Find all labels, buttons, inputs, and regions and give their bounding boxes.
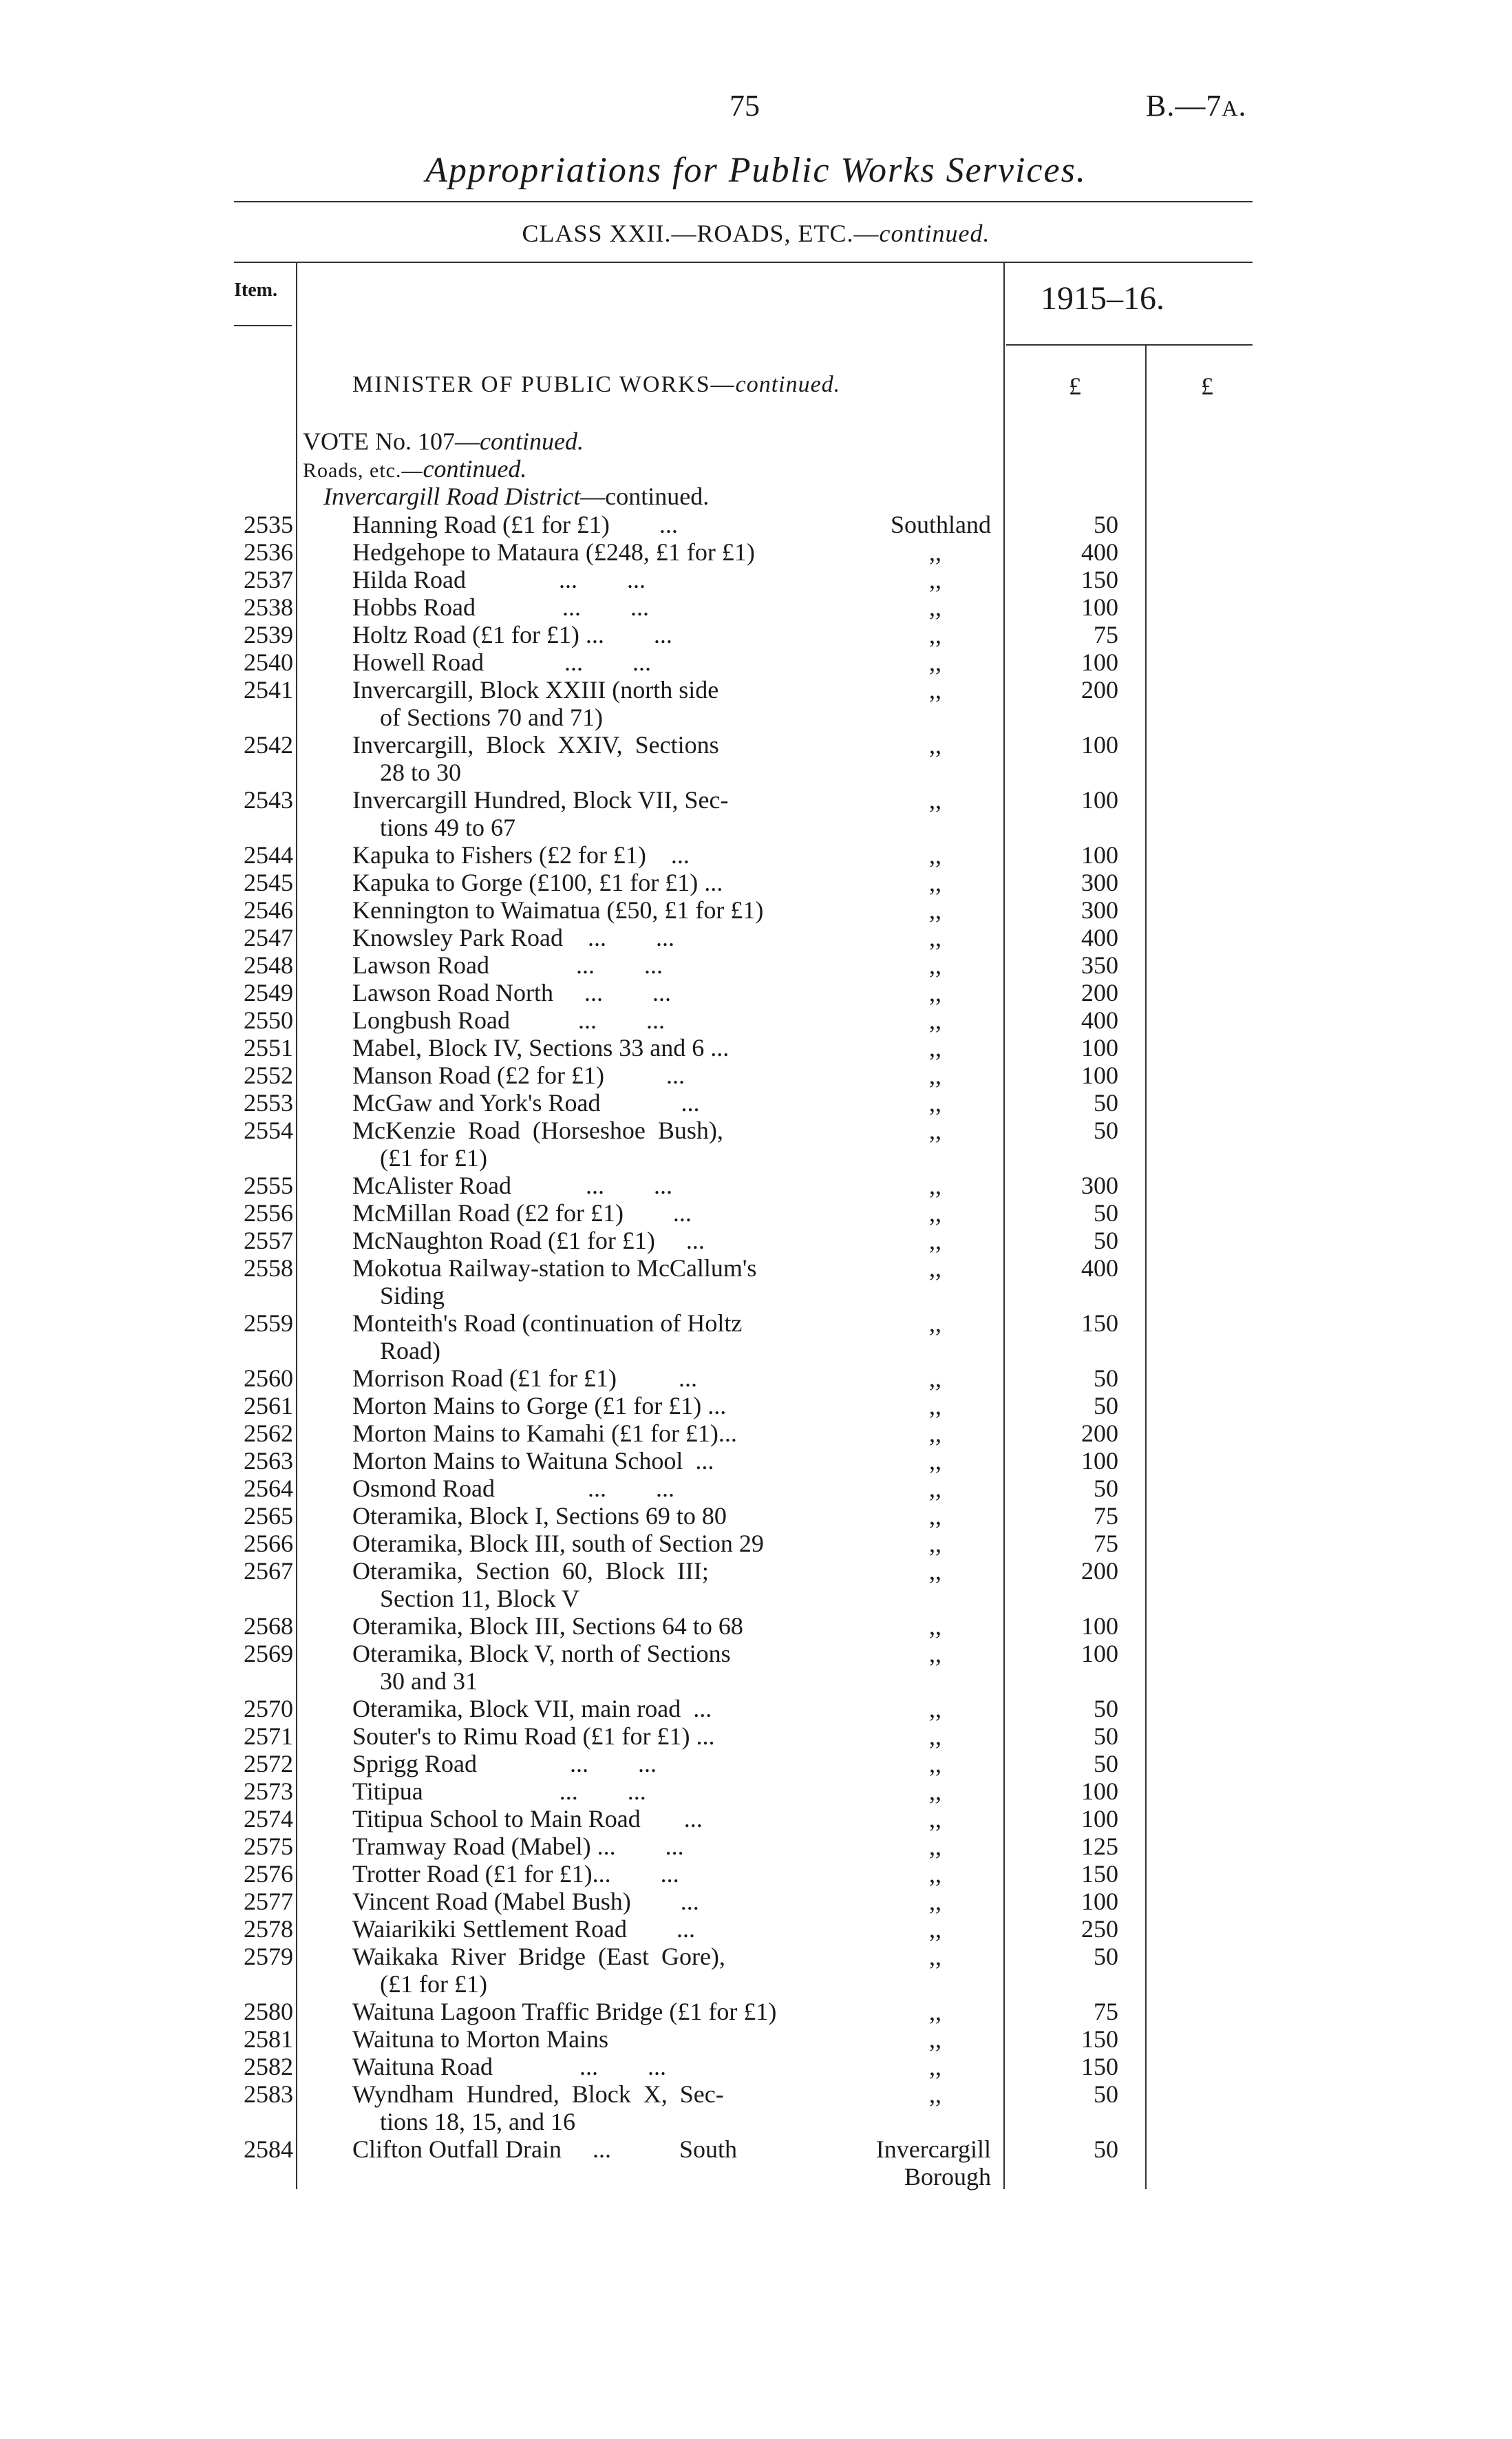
row-description: Kapuka to Gorge (£100, £1 for £1) ...: [352, 869, 723, 896]
row-description: Titipua ... ...: [352, 1777, 646, 1805]
row-amount: 300: [1081, 869, 1118, 896]
item-number: 2541: [244, 676, 293, 704]
ditto-mark: ,,: [929, 1915, 941, 1943]
item-number: 2550: [244, 1006, 293, 1034]
item-number: 2545: [244, 869, 293, 896]
ditto-mark: ,,: [929, 1392, 941, 1419]
row-description: Hanning Road (£1 for £1) ...: [352, 511, 678, 538]
item-column-header: Item.: [234, 279, 277, 301]
title-rule: [234, 201, 1253, 202]
row-description: Hedgehope to Mataura (£248, £1 for £1): [352, 538, 755, 566]
ditto-mark: ,,: [929, 1777, 941, 1805]
district-continued: —continued.: [580, 483, 710, 510]
item-number: 2552: [244, 1062, 293, 1089]
row-description: Longbush Road ... ...: [352, 1006, 665, 1034]
row-amount: 100: [1081, 731, 1118, 759]
item-number: 2554: [244, 1117, 293, 1144]
item-number: 2584: [244, 2135, 293, 2163]
row-amount: 75: [1094, 1502, 1118, 1530]
row-amount: 200: [1081, 1419, 1118, 1447]
row-amount: 75: [1094, 621, 1118, 648]
ditto-mark: ,,: [929, 1447, 941, 1475]
ditto-mark: ,,: [929, 1254, 941, 1282]
row-description-continuation: of Sections 70 and 71): [380, 704, 603, 731]
row-amount: 50: [1094, 1117, 1118, 1144]
row-amount: 100: [1081, 1888, 1118, 1915]
row-description: Lawson Road ... ...: [352, 951, 663, 979]
item-number: 2565: [244, 1502, 293, 1530]
ditto-mark: ,,: [929, 924, 941, 951]
item-header-rule: [234, 325, 292, 326]
row-amount: 50: [1094, 1227, 1118, 1254]
row-description: McNaughton Road (£1 for £1) ...: [352, 1227, 705, 1254]
row-description: Waituna Road ... ...: [352, 2053, 667, 2080]
row-amount: 50: [1094, 1392, 1118, 1419]
row-description: Waituna to Morton Mains: [352, 2025, 609, 2053]
row-amount: 50: [1094, 511, 1118, 538]
district-heading: [323, 482, 709, 511]
page-title: Appropriations for Public Works Services.: [425, 151, 1087, 190]
row-description: Trotter Road (£1 for £1)... ...: [352, 1860, 679, 1888]
row-amount: 300: [1081, 1172, 1118, 1199]
row-description: Oteramika, Block VII, main road ...: [352, 1695, 712, 1722]
row-amount: 400: [1081, 1006, 1118, 1034]
class-title-main: CLASS XXII.—ROADS, ETC.—: [522, 220, 880, 247]
row-description: Hilda Road ... ...: [352, 566, 646, 593]
row-amount: 400: [1081, 924, 1118, 951]
district-name: Southland: [890, 511, 991, 538]
item-number: 2564: [244, 1475, 293, 1502]
row-description: McAlister Road ... ...: [352, 1172, 672, 1199]
row-description-continuation: 30 and 31: [380, 1667, 478, 1695]
item-number: 2582: [244, 2053, 293, 2080]
item-number: 2583: [244, 2080, 293, 2108]
row-description: Oteramika, Block I, Sections 69 to 80: [352, 1502, 727, 1530]
ditto-mark: ,,: [929, 1419, 941, 1447]
ditto-mark: ,,: [929, 2080, 941, 2108]
row-amount: 150: [1081, 1309, 1118, 1337]
ditto-mark: ,,: [929, 1172, 941, 1199]
row-amount: 50: [1094, 2080, 1118, 2108]
ditto-mark: ,,: [929, 1805, 941, 1833]
item-number: 2559: [244, 1309, 293, 1337]
row-amount: 100: [1081, 1777, 1118, 1805]
row-description: Kapuka to Fishers (£2 for £1) ...: [352, 841, 690, 869]
row-description: Morton Mains to Kamahi (£1 for £1)...: [352, 1419, 737, 1447]
item-number: 2555: [244, 1172, 293, 1199]
ditto-mark: ,,: [929, 1860, 941, 1888]
item-number: 2544: [244, 841, 293, 869]
row-description: McKenzie Road (Horseshoe Bush),: [352, 1117, 723, 1144]
pound-header-1: £: [1069, 372, 1081, 400]
vote-main: VOTE No. 107—: [303, 427, 480, 455]
row-amount: 150: [1081, 1860, 1118, 1888]
item-number: 2548: [244, 951, 293, 979]
item-number: 2556: [244, 1199, 293, 1227]
ditto-mark: ,,: [929, 1722, 941, 1750]
item-number: 2539: [244, 621, 293, 648]
year-header-rule: [1006, 344, 1253, 346]
row-description: Oteramika, Block III, Sections 64 to 68: [352, 1612, 743, 1640]
row-description: Waikaka River Bridge (East Gore),: [352, 1943, 725, 1970]
item-number: 2558: [244, 1254, 293, 1282]
item-number: 2576: [244, 1860, 293, 1888]
row-description: Clifton Outfall Drain ... South: [352, 2135, 737, 2163]
roads-heading: [303, 454, 526, 483]
row-description: Oteramika, Block V, north of Sections: [352, 1640, 731, 1667]
ditto-mark: ,,: [929, 1612, 941, 1640]
year-column-header: 1915–16.: [1041, 280, 1164, 317]
ditto-mark: ,,: [929, 1199, 941, 1227]
item-number: 2566: [244, 1530, 293, 1557]
row-amount: 50: [1094, 1364, 1118, 1392]
class-title: [0, 219, 1512, 248]
item-number: 2571: [244, 1722, 293, 1750]
row-description-continuation: Siding: [380, 1282, 445, 1309]
roads-main: Roads, etc.—: [303, 459, 423, 482]
row-description: McMillan Road (£2 for £1) ...: [352, 1199, 692, 1227]
row-description: Tramway Road (Mabel) ... ...: [352, 1833, 684, 1860]
ditto-mark: ,,: [929, 2025, 941, 2053]
item-number: 2551: [244, 1034, 293, 1062]
row-description: Lawson Road North ... ...: [352, 979, 671, 1006]
item-number: 2549: [244, 979, 293, 1006]
row-amount: 400: [1081, 1254, 1118, 1282]
ditto-mark: ,,: [929, 1227, 941, 1254]
row-description-continuation: Road): [380, 1337, 440, 1364]
item-number: 2567: [244, 1557, 293, 1585]
ditto-mark: ,,: [929, 1530, 941, 1557]
row-amount: 200: [1081, 1557, 1118, 1585]
ditto-mark: ,,: [929, 786, 941, 814]
reference-suffix: A: [1222, 96, 1239, 120]
row-description: Morrison Road (£1 for £1) ...: [352, 1364, 697, 1392]
row-amount: 100: [1081, 1034, 1118, 1062]
ditto-mark: ,,: [929, 841, 941, 869]
row-description: Invercargill Hundred, Block VII, Sec-: [352, 786, 729, 814]
ditto-mark: ,,: [929, 896, 941, 924]
minister-continued: continued.: [735, 372, 841, 397]
row-description: Mabel, Block IV, Sections 33 and 6 ...: [352, 1034, 730, 1062]
row-amount: 50: [1094, 1750, 1118, 1777]
ditto-mark: ,,: [929, 1640, 941, 1667]
row-amount: 125: [1081, 1833, 1118, 1860]
table-top-rule: [234, 262, 1253, 263]
item-number: 2537: [244, 566, 293, 593]
row-description: Souter's to Rimu Road (£1 for £1) ...: [352, 1722, 715, 1750]
row-description-continuation: tions 18, 15, and 16: [380, 2108, 575, 2135]
row-description: Hobbs Road ... ...: [352, 593, 649, 621]
row-description-continuation: (£1 for £1): [380, 1144, 487, 1172]
row-amount: 50: [1094, 2135, 1118, 2163]
ditto-mark: ,,: [929, 1309, 941, 1337]
ditto-mark: ,,: [929, 1943, 941, 1970]
item-number: 2568: [244, 1612, 293, 1640]
row-description: Titipua School to Main Road ...: [352, 1805, 703, 1833]
row-amount: 75: [1094, 1998, 1118, 2025]
ditto-mark: ,,: [929, 1062, 941, 1089]
item-number: 2557: [244, 1227, 293, 1254]
roads-continued: continued.: [423, 455, 527, 483]
row-description: Morton Mains to Gorge (£1 for £1) ...: [352, 1392, 727, 1419]
item-number: 2546: [244, 896, 293, 924]
row-description-continuation: 28 to 30: [380, 759, 462, 786]
ditto-mark: ,,: [929, 2053, 941, 2080]
row-amount: 100: [1081, 1062, 1118, 1089]
row-description: Oteramika, Section 60, Block III;: [352, 1557, 709, 1585]
document-reference: [1146, 88, 1246, 123]
row-description: Howell Road ... ...: [352, 648, 651, 676]
row-description: Sprigg Road ... ...: [352, 1750, 657, 1777]
page-number: 75: [730, 89, 760, 123]
item-number: 2540: [244, 648, 293, 676]
minister-main: MINISTER OF PUBLIC WORKS—: [352, 372, 736, 397]
row-amount: 100: [1081, 1447, 1118, 1475]
item-number: 2538: [244, 593, 293, 621]
row-description: Manson Road (£2 for £1) ...: [352, 1062, 685, 1089]
row-amount: 200: [1081, 676, 1118, 704]
row-amount: 100: [1081, 593, 1118, 621]
item-number: 2562: [244, 1419, 293, 1447]
ditto-mark: ,,: [929, 676, 941, 704]
ditto-mark: ,,: [929, 869, 941, 896]
district-column-divider: [1003, 263, 1005, 2189]
row-amount: 150: [1081, 2053, 1118, 2080]
row-description: Vincent Road (Mabel Bush) ...: [352, 1888, 699, 1915]
ditto-mark: ,,: [929, 566, 941, 593]
item-number: 2547: [244, 924, 293, 951]
item-number: 2574: [244, 1805, 293, 1833]
item-number: 2542: [244, 731, 293, 759]
item-number: 2569: [244, 1640, 293, 1667]
ditto-mark: ,,: [929, 621, 941, 648]
row-description: Kennington to Waimatua (£50, £1 for £1): [352, 896, 764, 924]
ditto-mark: ,,: [929, 1034, 941, 1062]
district-name: Invercargill Road District: [323, 483, 581, 510]
ditto-mark: ,,: [929, 648, 941, 676]
ditto-mark: ,,: [929, 1117, 941, 1144]
amount-column-divider: [1145, 346, 1147, 2189]
item-number: 2570: [244, 1695, 293, 1722]
item-number: 2536: [244, 538, 293, 566]
ditto-mark: ,,: [929, 1475, 941, 1502]
row-description: Holtz Road (£1 for £1) ... ...: [352, 621, 672, 648]
ditto-mark: ,,: [929, 1750, 941, 1777]
row-description-continuation: Section 11, Block V: [380, 1585, 579, 1612]
row-amount: 150: [1081, 2025, 1118, 2053]
item-number: 2572: [244, 1750, 293, 1777]
row-description: Knowsley Park Road ... ...: [352, 924, 674, 951]
district-name: Invercargill: [875, 2135, 991, 2163]
item-column-divider: [296, 263, 297, 2189]
row-amount: 100: [1081, 841, 1118, 869]
ditto-mark: ,,: [929, 951, 941, 979]
row-description: Invercargill, Block XXIII (north side: [352, 676, 719, 704]
ditto-mark: ,,: [929, 731, 941, 759]
vote-continued: continued.: [479, 427, 584, 455]
row-description: Waiarikiki Settlement Road ...: [352, 1915, 696, 1943]
row-amount: 300: [1081, 896, 1118, 924]
item-number: 2578: [244, 1915, 293, 1943]
ditto-mark: ,,: [929, 1888, 941, 1915]
row-description: Oteramika, Block III, south of Section 29: [352, 1530, 764, 1557]
row-description: Mokotua Railway-station to McCallum's: [352, 1254, 757, 1282]
item-number: 2577: [244, 1888, 293, 1915]
row-amount: 100: [1081, 1612, 1118, 1640]
row-amount: 100: [1081, 648, 1118, 676]
item-number: 2560: [244, 1364, 293, 1392]
item-number: 2579: [244, 1943, 293, 1970]
ditto-mark: ,,: [929, 1089, 941, 1117]
item-number: 2563: [244, 1447, 293, 1475]
district-name: Borough: [904, 2163, 991, 2190]
row-amount: 350: [1081, 951, 1118, 979]
item-number: 2573: [244, 1777, 293, 1805]
pound-header-2: £: [1201, 372, 1213, 400]
item-number: 2543: [244, 786, 293, 814]
row-amount: 75: [1094, 1530, 1118, 1557]
row-description: Invercargill, Block XXIV, Sections: [352, 731, 719, 759]
vote-heading: [303, 427, 584, 456]
row-amount: 50: [1094, 1722, 1118, 1750]
ditto-mark: ,,: [929, 1502, 941, 1530]
item-number: 2581: [244, 2025, 293, 2053]
row-description: Wyndham Hundred, Block X, Sec-: [352, 2080, 724, 2108]
class-title-continued: continued.: [879, 220, 990, 247]
reference-dot: .: [1238, 89, 1247, 123]
ditto-mark: ,,: [929, 1695, 941, 1722]
ditto-mark: ,,: [929, 1364, 941, 1392]
row-description: Osmond Road ... ...: [352, 1475, 674, 1502]
row-amount: 200: [1081, 979, 1118, 1006]
minister-heading: [352, 372, 840, 398]
row-amount: 150: [1081, 566, 1118, 593]
row-amount: 100: [1081, 786, 1118, 814]
row-description-continuation: tions 49 to 67: [380, 814, 516, 841]
row-amount: 400: [1081, 538, 1118, 566]
ditto-mark: ,,: [929, 1833, 941, 1860]
row-description: McGaw and York's Road ...: [352, 1089, 700, 1117]
ditto-mark: ,,: [929, 979, 941, 1006]
item-number: 2553: [244, 1089, 293, 1117]
reference-main: B.—7: [1146, 89, 1222, 123]
row-amount: 250: [1081, 1915, 1118, 1943]
item-number: 2575: [244, 1833, 293, 1860]
row-amount: 50: [1094, 1475, 1118, 1502]
item-number: 2535: [244, 511, 293, 538]
item-number: 2580: [244, 1998, 293, 2025]
ditto-mark: ,,: [929, 593, 941, 621]
row-amount: 50: [1094, 1199, 1118, 1227]
row-amount: 50: [1094, 1695, 1118, 1722]
row-amount: 100: [1081, 1640, 1118, 1667]
row-description: Monteith's Road (continuation of Holtz: [352, 1309, 743, 1337]
ditto-mark: ,,: [929, 538, 941, 566]
row-amount: 100: [1081, 1805, 1118, 1833]
ditto-mark: ,,: [929, 1998, 941, 2025]
ditto-mark: ,,: [929, 1557, 941, 1585]
row-amount: 50: [1094, 1089, 1118, 1117]
ditto-mark: ,,: [929, 1006, 941, 1034]
row-description: Waituna Lagoon Traffic Bridge (£1 for £1): [352, 1998, 777, 2025]
row-amount: 50: [1094, 1943, 1118, 1970]
row-description-continuation: (£1 for £1): [380, 1970, 487, 1998]
item-number: 2561: [244, 1392, 293, 1419]
row-description: Morton Mains to Waituna School ...: [352, 1447, 714, 1475]
